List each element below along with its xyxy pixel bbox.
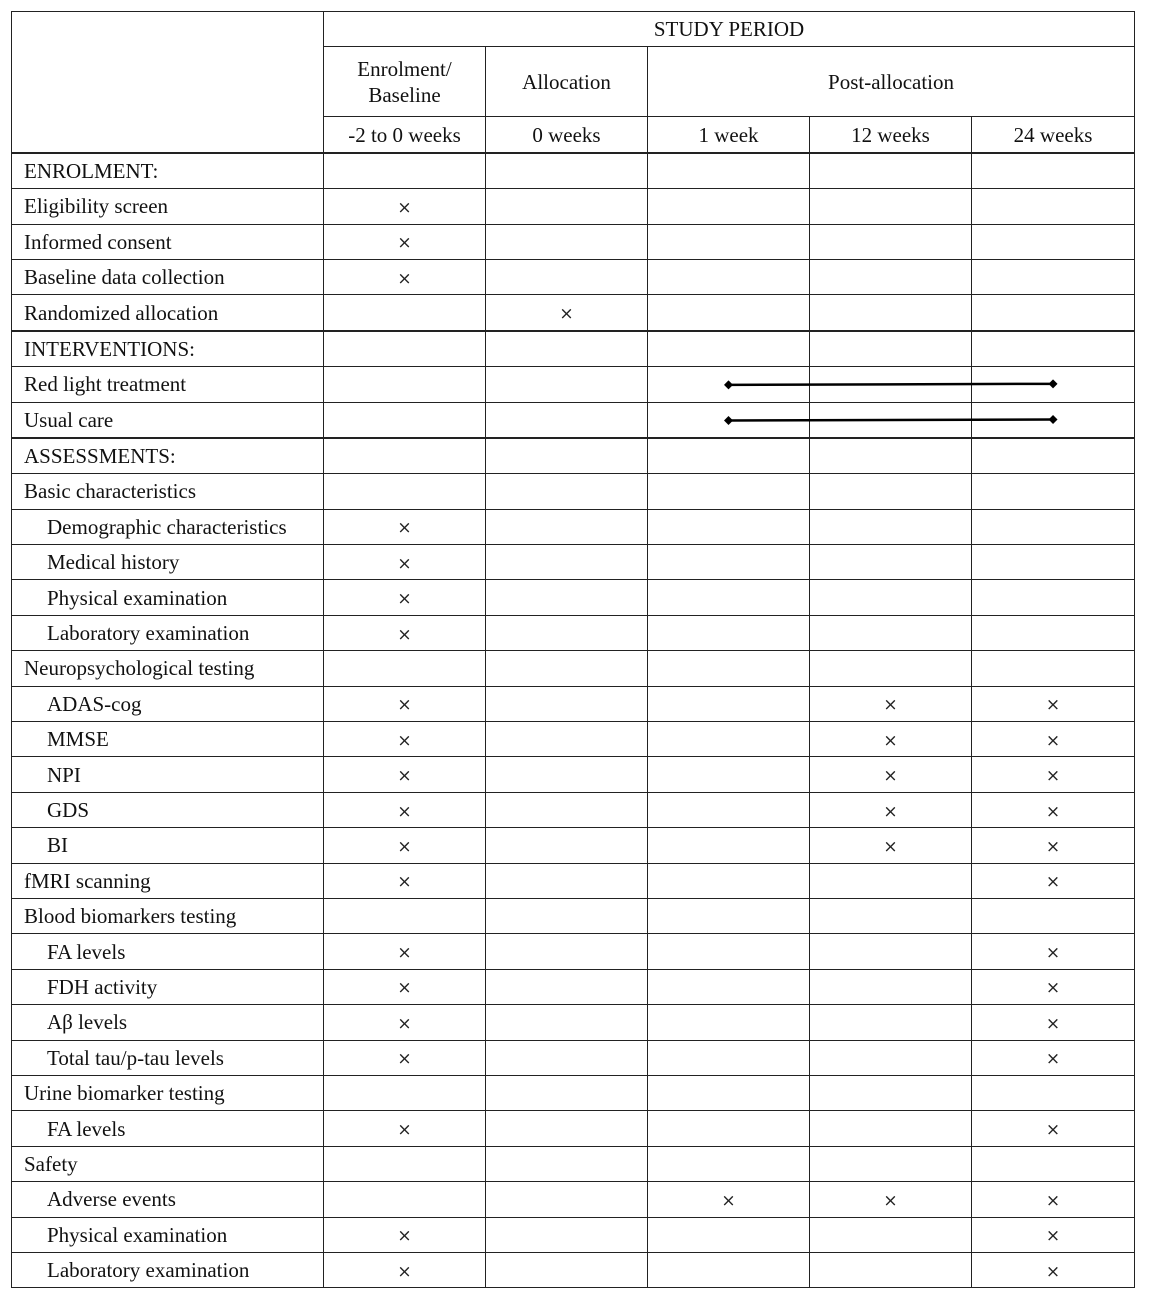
schedule-cell	[972, 969, 1135, 1004]
schedule-cell	[648, 545, 810, 580]
row-label: Randomized allocation	[12, 295, 324, 331]
schedule-cell	[972, 828, 1135, 863]
table-row	[12, 1146, 1135, 1181]
schedule-cell	[486, 545, 648, 580]
schedule-cell	[972, 757, 1135, 792]
schedule-cell	[648, 1217, 810, 1252]
cross-mark-icon: ×	[397, 1261, 412, 1282]
schedule-cell	[486, 259, 648, 294]
row-label: Eligibility screen	[12, 189, 324, 224]
cross-mark-icon: ×	[1045, 695, 1061, 716]
table-row	[12, 331, 1135, 367]
schedule-cell	[972, 1075, 1135, 1110]
table-header	[12, 12, 1135, 153]
cross-mark-icon: ×	[397, 197, 412, 218]
schedule-cell	[486, 509, 648, 544]
cross-mark-icon: ×	[397, 1120, 412, 1141]
cross-mark-icon: ×	[1045, 978, 1061, 999]
schedule-cell	[810, 189, 972, 224]
row-label: Urine biomarker testing	[12, 1075, 324, 1110]
schedule-cell	[486, 295, 648, 331]
schedule-cell	[324, 1005, 486, 1040]
schedule-cell	[486, 828, 648, 863]
row-label: Laboratory examination	[12, 1252, 324, 1287]
schedule-cell	[486, 898, 648, 933]
schedule-cell	[648, 331, 810, 367]
schedule-cell	[648, 509, 810, 544]
schedule-cell	[810, 153, 972, 189]
schedule-cell	[648, 757, 810, 792]
schedule-cell	[972, 1111, 1135, 1146]
allocation-header: Allocation	[486, 47, 648, 117]
schedule-cell	[810, 438, 972, 474]
schedule-cell	[972, 580, 1135, 615]
schedule-cell	[324, 722, 486, 757]
row-label: BI	[12, 828, 324, 863]
schedule-cell	[810, 722, 972, 757]
schedule-cell	[810, 367, 972, 402]
schedule-cell	[486, 1040, 648, 1075]
schedule-cell	[972, 1005, 1135, 1040]
row-label: FDH activity	[12, 969, 324, 1004]
row-label: MMSE	[12, 722, 324, 757]
table-row	[12, 438, 1135, 474]
table-row	[12, 828, 1135, 863]
schedule-cell	[486, 863, 648, 898]
row-label: Medical history	[12, 545, 324, 580]
schedule-cell	[972, 474, 1135, 509]
table-row	[12, 1111, 1135, 1146]
schedule-cell	[810, 792, 972, 827]
schedule-cell	[648, 259, 810, 294]
row-label: Total tau/p-tau levels	[12, 1040, 324, 1075]
row-label: Laboratory examination	[12, 615, 324, 650]
schedule-cell	[972, 367, 1135, 402]
schedule-cell	[648, 651, 810, 686]
schedule-cell	[486, 580, 648, 615]
schedule-cell	[324, 863, 486, 898]
schedule-cell	[972, 863, 1135, 898]
schedule-cell	[810, 580, 972, 615]
schedule-cell	[810, 1217, 972, 1252]
section-heading: ASSESSMENTS:	[12, 438, 324, 474]
schedule-cell	[486, 969, 648, 1004]
row-label: Neuropsychological testing	[12, 651, 324, 686]
row-label: Demographic characteristics	[12, 509, 324, 544]
schedule-cell	[648, 722, 810, 757]
table-row	[12, 1182, 1135, 1217]
cross-mark-icon: ×	[397, 518, 412, 539]
schedule-cell	[324, 686, 486, 721]
schedule-cell	[972, 792, 1135, 827]
schedule-cell	[324, 1182, 486, 1217]
schedule-cell	[324, 474, 486, 509]
cross-mark-icon: ×	[1045, 766, 1061, 787]
cross-mark-icon: ×	[397, 553, 412, 574]
row-label: Physical examination	[12, 580, 324, 615]
schedule-cell	[810, 1005, 972, 1040]
schedule-cell	[324, 189, 486, 224]
cross-mark-icon: ×	[397, 836, 412, 857]
schedule-cell	[324, 295, 486, 331]
cross-mark-icon: ×	[1045, 1226, 1061, 1247]
timepoint-header-2: 1 week	[648, 117, 810, 153]
table-row	[12, 189, 1135, 224]
table-row	[12, 934, 1135, 969]
schedule-cell	[486, 1252, 648, 1287]
cross-mark-icon: ×	[721, 1190, 736, 1211]
schedule-cell	[324, 1075, 486, 1110]
schedule-cell	[324, 828, 486, 863]
table-row	[12, 1075, 1135, 1110]
section-heading: ENROLMENT:	[12, 153, 324, 189]
schedule-cell	[972, 934, 1135, 969]
schedule-cell	[486, 1005, 648, 1040]
schedule-cell	[810, 757, 972, 792]
schedule-cell	[486, 1075, 648, 1110]
schedule-cell	[486, 1182, 648, 1217]
schedule-cell	[648, 1075, 810, 1110]
schedule-cell	[324, 934, 486, 969]
cross-mark-icon: ×	[1045, 1013, 1061, 1034]
schedule-cell	[810, 615, 972, 650]
schedule-cell	[648, 969, 810, 1004]
table-row	[12, 1252, 1135, 1287]
schedule-cell	[810, 1075, 972, 1110]
schedule-cell	[810, 295, 972, 331]
header-blank-cell	[12, 12, 324, 153]
row-label: Physical examination	[12, 1217, 324, 1252]
cross-mark-icon: ×	[1045, 1261, 1061, 1282]
table-row	[12, 792, 1135, 827]
schedule-cell	[324, 757, 486, 792]
schedule-cell	[648, 189, 810, 224]
schedule-cell	[648, 1040, 810, 1075]
schedule-cell	[486, 367, 648, 402]
table-row	[12, 153, 1135, 189]
schedule-cell	[324, 224, 486, 259]
schedule-cell	[324, 1217, 486, 1252]
schedule-cell	[324, 438, 486, 474]
schedule-cell	[324, 580, 486, 615]
schedule-cell	[972, 295, 1135, 331]
schedule-cell	[810, 474, 972, 509]
table-body	[12, 153, 1135, 1288]
row-label: FA levels	[12, 1111, 324, 1146]
schedule-cell	[810, 1146, 972, 1181]
table-row	[12, 509, 1135, 544]
cross-mark-icon: ×	[397, 978, 412, 999]
schedule-cell	[486, 651, 648, 686]
cross-mark-icon: ×	[397, 1226, 412, 1247]
schedule-cell	[648, 1111, 810, 1146]
cross-mark-icon: ×	[1045, 1049, 1061, 1070]
cross-mark-icon: ×	[1045, 1120, 1061, 1141]
cross-mark-icon: ×	[883, 695, 898, 716]
schedule-cell	[486, 224, 648, 259]
spirit-schedule-table	[11, 11, 1135, 1288]
table-row	[12, 722, 1135, 757]
schedule-cell	[648, 792, 810, 827]
schedule-cell	[648, 863, 810, 898]
schedule-cell	[486, 1217, 648, 1252]
table-row	[12, 615, 1135, 650]
schedule-cell	[648, 686, 810, 721]
schedule-cell	[324, 509, 486, 544]
schedule-cell	[972, 331, 1135, 367]
table-row	[12, 259, 1135, 294]
table-row	[12, 1040, 1135, 1075]
cross-mark-icon: ×	[397, 1049, 412, 1070]
schedule-cell	[810, 969, 972, 1004]
schedule-cell	[324, 153, 486, 189]
schedule-cell	[648, 1005, 810, 1040]
schedule-cell	[810, 1182, 972, 1217]
schedule-cell	[810, 1040, 972, 1075]
table-row	[12, 545, 1135, 580]
row-label: fMRI scanning	[12, 863, 324, 898]
cross-mark-icon: ×	[397, 801, 412, 822]
schedule-cell	[972, 438, 1135, 474]
table-row	[12, 580, 1135, 615]
schedule-cell	[486, 792, 648, 827]
row-label: NPI	[12, 757, 324, 792]
schedule-cell	[324, 615, 486, 650]
schedule-cell	[972, 224, 1135, 259]
cross-mark-icon: ×	[1045, 943, 1061, 964]
cross-mark-icon: ×	[397, 730, 412, 751]
schedule-cell	[972, 153, 1135, 189]
row-label: ADAS-cog	[12, 686, 324, 721]
schedule-cell	[324, 1146, 486, 1181]
timepoint-header-3: 12 weeks	[810, 117, 972, 153]
enrolment-baseline-header	[324, 47, 486, 117]
schedule-cell	[648, 474, 810, 509]
cross-mark-icon: ×	[1045, 730, 1061, 751]
cross-mark-icon: ×	[883, 801, 898, 822]
cross-mark-icon: ×	[883, 836, 898, 857]
schedule-cell	[648, 295, 810, 331]
schedule-cell	[486, 153, 648, 189]
cross-mark-icon: ×	[397, 268, 412, 289]
schedule-cell	[972, 1252, 1135, 1287]
schedule-cell	[486, 1111, 648, 1146]
schedule-cell	[648, 367, 810, 402]
schedule-cell	[486, 189, 648, 224]
table-row	[12, 1005, 1135, 1040]
schedule-cell	[810, 224, 972, 259]
cross-mark-icon: ×	[397, 624, 412, 645]
schedule-cell	[972, 509, 1135, 544]
row-label: Adverse events	[12, 1182, 324, 1217]
cross-mark-icon: ×	[397, 589, 412, 610]
timepoint-header-1: 0 weeks	[486, 117, 648, 153]
cross-mark-icon: ×	[397, 872, 412, 893]
row-label: FA levels	[12, 934, 324, 969]
schedule-cell	[648, 580, 810, 615]
schedule-cell	[324, 651, 486, 686]
schedule-cell	[972, 686, 1135, 721]
cross-mark-icon: ×	[559, 304, 574, 325]
schedule-cell	[972, 259, 1135, 294]
schedule-cell	[324, 1111, 486, 1146]
schedule-cell	[810, 509, 972, 544]
schedule-cell	[486, 757, 648, 792]
schedule-cell	[324, 402, 486, 438]
schedule-cell	[972, 651, 1135, 686]
enrolment-header-line2: Baseline	[368, 82, 441, 107]
table-row	[12, 863, 1135, 898]
schedule-cell	[324, 898, 486, 933]
schedule-cell	[486, 934, 648, 969]
post-allocation-header: Post-allocation	[648, 47, 1135, 117]
schedule-cell	[486, 686, 648, 721]
schedule-cell	[810, 402, 972, 438]
timepoint-header-0: -2 to 0 weeks	[324, 117, 486, 153]
schedule-cell	[810, 686, 972, 721]
cross-mark-icon: ×	[397, 233, 412, 254]
schedule-cell	[972, 1182, 1135, 1217]
schedule-cell	[810, 651, 972, 686]
schedule-cell	[972, 1217, 1135, 1252]
schedule-cell	[324, 367, 486, 402]
schedule-cell	[648, 224, 810, 259]
schedule-cell	[648, 1252, 810, 1287]
cross-mark-icon: ×	[883, 766, 898, 787]
cross-mark-icon: ×	[397, 1013, 412, 1034]
schedule-cell	[972, 615, 1135, 650]
schedule-cell	[972, 545, 1135, 580]
table-row	[12, 367, 1135, 402]
schedule-cell	[486, 615, 648, 650]
schedule-cell	[324, 545, 486, 580]
table-row	[12, 1217, 1135, 1252]
schedule-cell	[648, 615, 810, 650]
row-label: Aβ levels	[12, 1005, 324, 1040]
row-label: Usual care	[12, 402, 324, 438]
schedule-cell	[972, 898, 1135, 933]
schedule-cell	[648, 898, 810, 933]
schedule-cell	[486, 474, 648, 509]
schedule-cell	[648, 934, 810, 969]
row-label: GDS	[12, 792, 324, 827]
schedule-cell	[972, 402, 1135, 438]
cross-mark-icon: ×	[1045, 836, 1061, 857]
schedule-cell	[648, 1182, 810, 1217]
schedule-cell	[324, 259, 486, 294]
table-row	[12, 686, 1135, 721]
cross-mark-icon: ×	[883, 1190, 898, 1211]
timepoint-header-4: 24 weeks	[972, 117, 1135, 153]
schedule-cell	[810, 545, 972, 580]
row-label: Basic characteristics	[12, 474, 324, 509]
schedule-cell	[810, 898, 972, 933]
schedule-cell	[648, 1146, 810, 1181]
schedule-cell	[972, 722, 1135, 757]
schedule-cell	[972, 189, 1135, 224]
cross-mark-icon: ×	[1045, 1190, 1061, 1211]
schedule-cell	[648, 828, 810, 863]
schedule-cell	[486, 1146, 648, 1181]
section-heading: INTERVENTIONS:	[12, 331, 324, 367]
row-label: Blood biomarkers testing	[12, 898, 324, 933]
table-row	[12, 757, 1135, 792]
schedule-cell	[648, 402, 810, 438]
cross-mark-icon: ×	[1045, 801, 1061, 822]
schedule-cell	[810, 828, 972, 863]
schedule-cell	[486, 722, 648, 757]
schedule-cell	[324, 792, 486, 827]
table-row	[12, 898, 1135, 933]
schedule-cell	[324, 1040, 486, 1075]
cross-mark-icon: ×	[397, 766, 412, 787]
schedule-cell	[486, 402, 648, 438]
row-label: Baseline data collection	[12, 259, 324, 294]
schedule-cell	[324, 1252, 486, 1287]
study-period-header: STUDY PERIOD	[324, 12, 1135, 47]
schedule-cell	[648, 438, 810, 474]
schedule-cell	[810, 1252, 972, 1287]
schedule-cell	[324, 331, 486, 367]
cross-mark-icon: ×	[397, 943, 412, 964]
table-row	[12, 474, 1135, 509]
schedule-cell	[648, 153, 810, 189]
schedule-cell	[486, 331, 648, 367]
row-label: Informed consent	[12, 224, 324, 259]
table-row	[12, 295, 1135, 331]
schedule-cell	[810, 863, 972, 898]
cross-mark-icon: ×	[397, 695, 412, 716]
cross-mark-icon: ×	[883, 730, 898, 751]
enrolment-header-line1: Enrolment/	[357, 56, 452, 81]
row-label: Red light treatment	[12, 367, 324, 402]
cross-mark-icon: ×	[1045, 872, 1061, 893]
schedule-cell	[810, 1111, 972, 1146]
table-row	[12, 224, 1135, 259]
schedule-cell	[486, 438, 648, 474]
table-row	[12, 969, 1135, 1004]
row-label: Safety	[12, 1146, 324, 1181]
schedule-cell	[972, 1146, 1135, 1181]
schedule-cell	[810, 934, 972, 969]
schedule-cell	[972, 1040, 1135, 1075]
schedule-cell	[810, 259, 972, 294]
table-row	[12, 402, 1135, 438]
schedule-cell	[810, 331, 972, 367]
table-row	[12, 651, 1135, 686]
schedule-cell	[324, 969, 486, 1004]
